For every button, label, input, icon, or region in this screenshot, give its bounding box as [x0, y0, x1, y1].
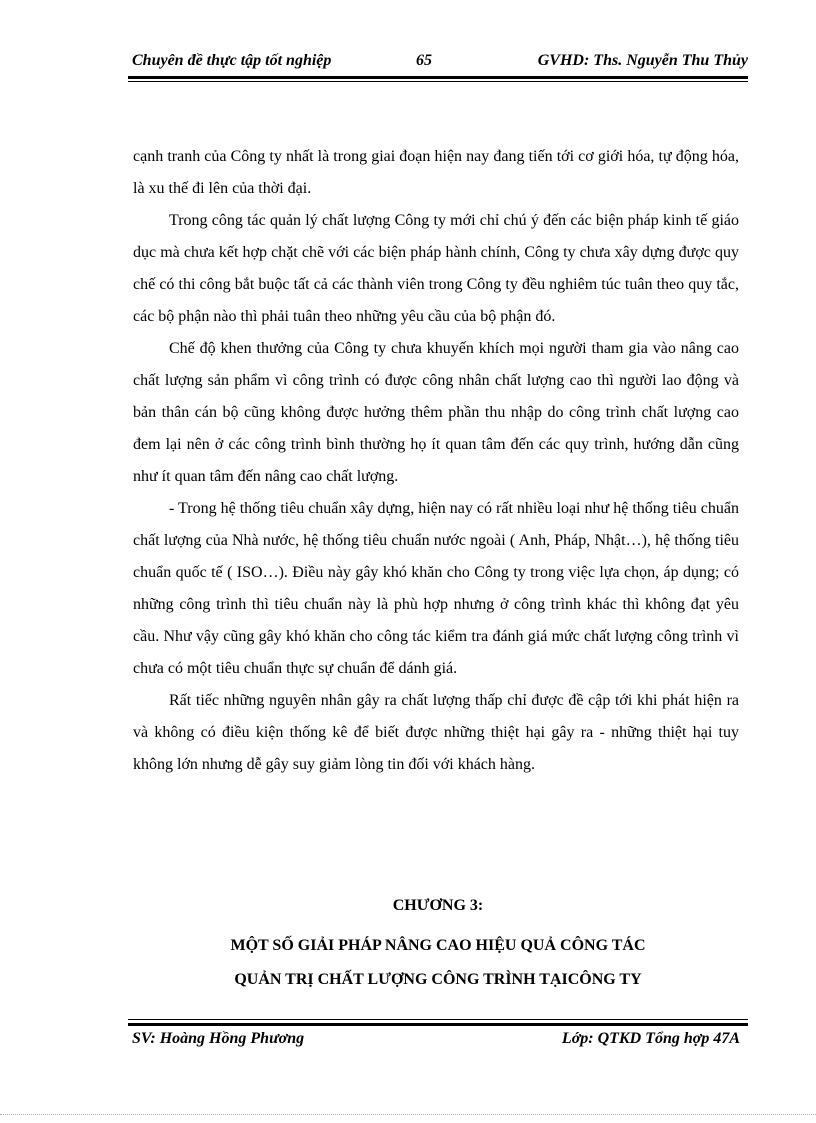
- header-rule-thin: [128, 81, 748, 82]
- chapter-number: CHƯƠNG 3:: [392, 897, 484, 914]
- footer-rule-thin: [128, 1019, 748, 1020]
- footer-class: Lớp: QTKD Tổng hợp 47A: [561, 1030, 740, 1047]
- header-course-title: Chuyên đề thực tập tốt nghiệp: [132, 52, 332, 69]
- paragraph-2: Trong công tác quản lý chất lượng Công ty mới chỉ chú ý đến các biện pháp kinh tế giáo dục mà chưa kết hợp chặt chẽ với các biện pháp hành chính, Công ty chưa xây dựng được quy chế có thi công bắt buộc tất cả các thành viên trong Công ty đều nghiêm túc tuân theo quy tắc, các bộ phận nào thì phải tuân theo những yêu cầu của bộ phận đó.: [133, 212, 739, 325]
- header-rule-thick: [128, 76, 748, 79]
- paragraph-4: - Trong hệ thống tiêu chuẩn xây dựng, hiện nay có rất nhiều loại như hệ thống tiêu chuẩn chất lượng của Nhà nước, hệ thống tiêu chuẩn nước ngoài ( Anh, Pháp, Nhật…), hệ thống tiêu chuẩn quốc tế ( ISO…). Điều này gây khó khăn cho Công ty trong việc lựa chọn, áp dụng; có những công trình thì tiêu chuẩn này là phù hợp nhưng ở công trình khác thì không đạt yêu cầu. Như vậy cũng gây khó khăn cho công tác kiểm tra đánh giá mức chất lượng công trình vì chưa có một tiêu chuẩn thực sự chuẩn để dánh giá.: [133, 500, 739, 677]
- page-number: 65: [416, 52, 432, 69]
- paragraph-3: Chế độ khen thưởng của Công ty chưa khuyến khích mọi người tham gia vào nâng cao chất lượng sản phẩm vì công trình có được công nhân chất lượng cao thì người lao động và bản thân cán bộ cũng không được hưởng thêm phần thu nhập do công trình chất lượng cao đem lại nên ở các công trình bình thường họ ít quan tâm đến các quy trình, hướng dẫn cũng như ít quan tâm đến nâng cao chất lượng.: [133, 340, 739, 485]
- footer-student: SV: Hoàng Hồng Phương: [132, 1030, 305, 1047]
- header-supervisor: GVHD: Ths. Nguyễn Thu Thủy: [537, 52, 748, 69]
- body-text: [133, 141, 739, 781]
- page-header: [128, 50, 748, 76]
- paragraph-5: Rất tiếc những nguyên nhân gây ra chất lượng thấp chỉ được đề cập tới khi phát hiện ra và không có điều kiện thống kê để biết được những thiệt hại gây ra - những thiệt hại tuy không lớn nhưng dễ gây suy giảm lòng tin đối với khách hàng.: [133, 692, 739, 773]
- page-edge-divider: [0, 1114, 816, 1115]
- footer-rule-thick: [128, 1023, 748, 1026]
- chapter-title: MỘT SỐ GIẢI PHÁP NÂNG CAO HIỆU QUẢ CÔNG TÁC QUẢN TRỊ CHẤT LƯỢNG CÔNG TRÌNH TẠICÔNG TY: [230, 937, 646, 988]
- chapter-heading: [128, 895, 748, 997]
- paragraph-1: cạnh tranh của Công ty nhất là trong giai đoạn hiện nay đang tiến tới cơ giới hóa, tự động hóa, là xu thế đi lên của thời đại.: [133, 148, 739, 197]
- page-footer: [128, 1030, 748, 1054]
